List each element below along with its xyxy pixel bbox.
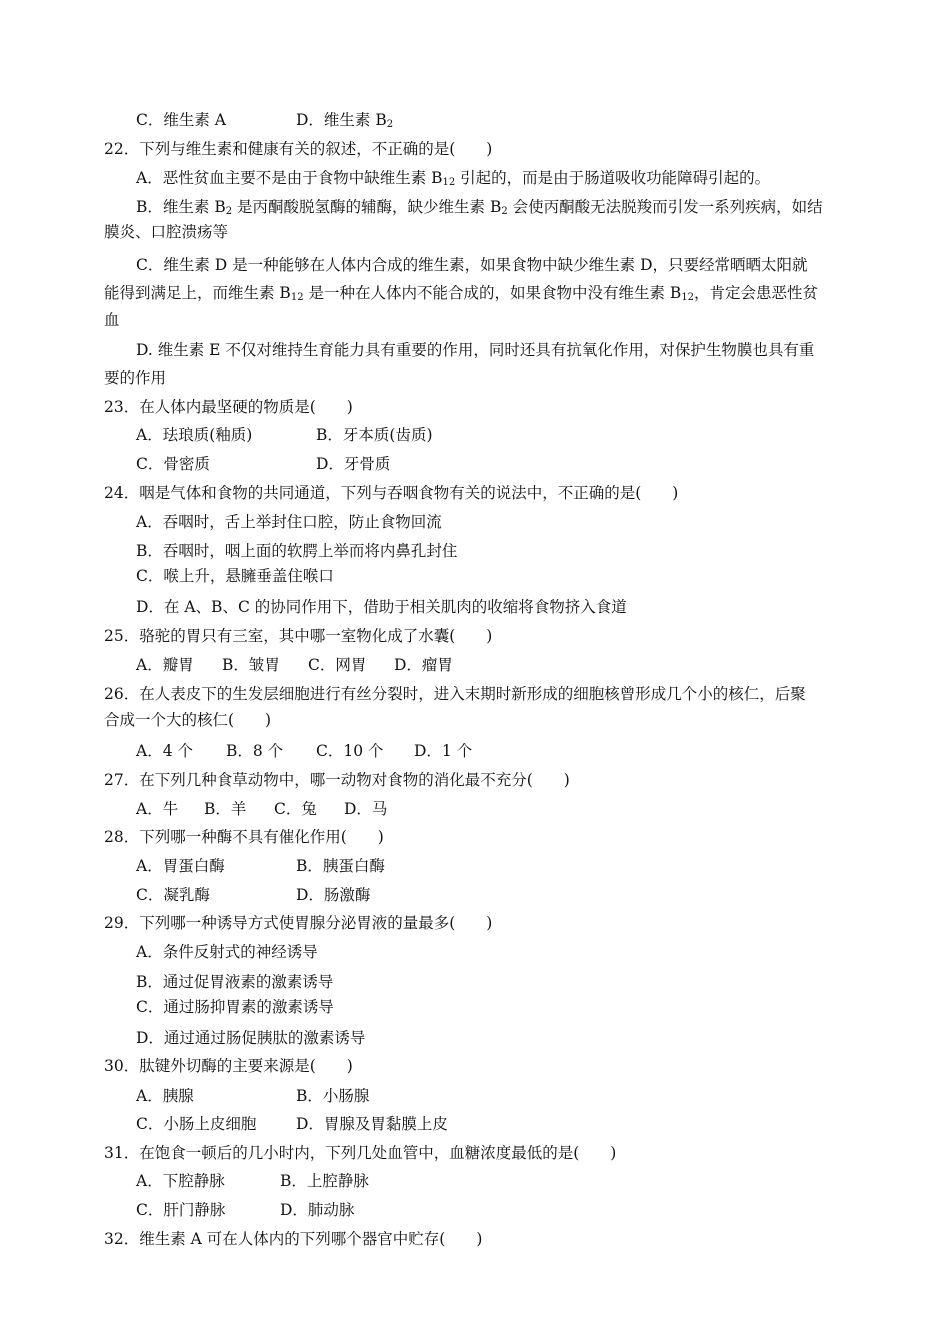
question-30-stem: 30．肽键外切酶的主要来源是( ) (104, 1057, 353, 1075)
question-26-stem: 26．在人表皮下的生发层细胞进行有丝分裂时，进入末期时新形成的细胞核曾形成几个小的核仁，后聚 (104, 685, 806, 703)
question-28-stem: 28．下列哪一种酶不具有催化作用( ) (104, 828, 384, 846)
question-24-stem: 24．咽是气体和食物的共同通道，下列与吞咽食物有关的说法中，不正确的是( ) (104, 484, 679, 502)
question-31-options-ab: A．下腔静脉 B．上腔静脉 (136, 1172, 369, 1190)
question-22-option-c: C．维生素 D 是一种能够在人体内合成的维生素，如果食物中缺少维生素 D，只要经常晒晒太阳就 (136, 256, 808, 274)
question-22-option-b-cont: 膜炎、口腔溃疡等 (104, 223, 229, 241)
question-25-options: A．瓣胃 B．皱胃 C．网胃 D．瘤胃 (136, 656, 453, 674)
question-29-option-a: A．条件反射式的神经诱导 (136, 943, 318, 961)
question-24-option-a: A．吞咽时，舌上举封住口腔，防止食物回流 (136, 513, 442, 531)
question-22-option-d-cont: 要的作用 (104, 369, 167, 387)
question-29-option-d: D．通过通过肠促胰肽的激素诱导 (136, 1029, 366, 1047)
option-c: C．维生素 A (136, 111, 226, 129)
question-30-options-ab: A．胰腺 B．小肠腺 (136, 1087, 370, 1105)
question-26-stem-cont: 合成一个大的核仁( ) (104, 711, 272, 729)
question-27-stem: 27．在下列几种食草动物中，哪一动物对食物的消化最不充分( ) (104, 771, 570, 789)
question-26-options: A．4 个 B．8 个 C．10 个 D．1 个 (136, 742, 473, 760)
question-30-options-cd: C．小肠上皮细胞 D．胃腺及胃黏膜上皮 (136, 1115, 448, 1133)
question-23-stem: 23．在人体内最坚硬的物质是( ) (104, 398, 353, 416)
question-29-option-c: C．通过肠抑胃素的激素诱导 (136, 998, 334, 1016)
question-22-option-c-cont: 能得到满足上，而维生素 $B_{12}$ 是一种在人体内不能合成的，如果食物中没有维生素 $B_{12}$，肯定会患恶性贫 (104, 284, 819, 303)
question-22-option-d: D. 维生素 E 不仅对维持生育能力具有重要的作用，同时还具有抗氧化作用，对保护生物膜也具有重 (136, 341, 815, 359)
question-22-option-b: B．维生素 $B_2$ 是丙酮酸脱氢酶的辅酶，缺少维生素 $B_2$ 会使丙酮酸无法脱羧而引发一系列疾病，如结 (136, 198, 823, 217)
question-31-stem: 31．在饱食一顿后的几小时内，下列几处血管中，血糖浓度最低的是( ) (104, 1144, 617, 1162)
question-25-stem: 25．骆驼的胃只有三室，其中哪一室物化成了水囊( ) (104, 627, 493, 645)
question-32-stem: 32．维生素 A 可在人体内的下列哪个器官中贮存( ) (104, 1230, 483, 1248)
question-28-options-cd: C．凝乳酶 D．肠激酶 (136, 886, 371, 904)
question-22-option-a: A．恶性贫血主要不是由于食物中缺维生素 $B_{12}$ 引起的，而是由于肠道吸收功能障碍引起的。 (136, 169, 771, 188)
option-line (136, 110, 393, 135)
question-28-options-ab: A．胃蛋白酶 B．胰蛋白酶 (136, 857, 385, 875)
question-22-option-c-cont2: 血 (104, 311, 120, 329)
question-29-option-b: B．通过促胃液素的激素诱导 (136, 973, 334, 991)
question-24-option-c: C．喉上升，悬臃垂盖住喉口 (136, 567, 334, 585)
question-24-option-b: B．吞咽时，咽上面的软腭上举而将内鼻孔封住 (136, 542, 458, 560)
question-29-stem: 29．下列哪一种诱导方式使胃腺分泌胃液的量最多( ) (104, 914, 493, 932)
question-24-option-d: D．在 A、B、C 的协同作用下，借助于相关肌肉的收缩将食物挤入食道 (136, 598, 627, 616)
question-23-options-ab: A．珐琅质(釉质) B．牙本质(齿质) (136, 426, 433, 444)
question-23-options-cd: C．骨密质 D．牙骨质 (136, 455, 391, 473)
question-22-stem: 22．下列与维生素和健康有关的叙述，不正确的是( ) (104, 140, 493, 158)
question-31-options-cd: C．肝门静脉 D．肺动脉 (136, 1201, 355, 1219)
question-27-options: A．牛 B．羊 C．兔 D．马 (136, 800, 388, 818)
option-d: D．维生素 $B_2$ (296, 111, 394, 130)
